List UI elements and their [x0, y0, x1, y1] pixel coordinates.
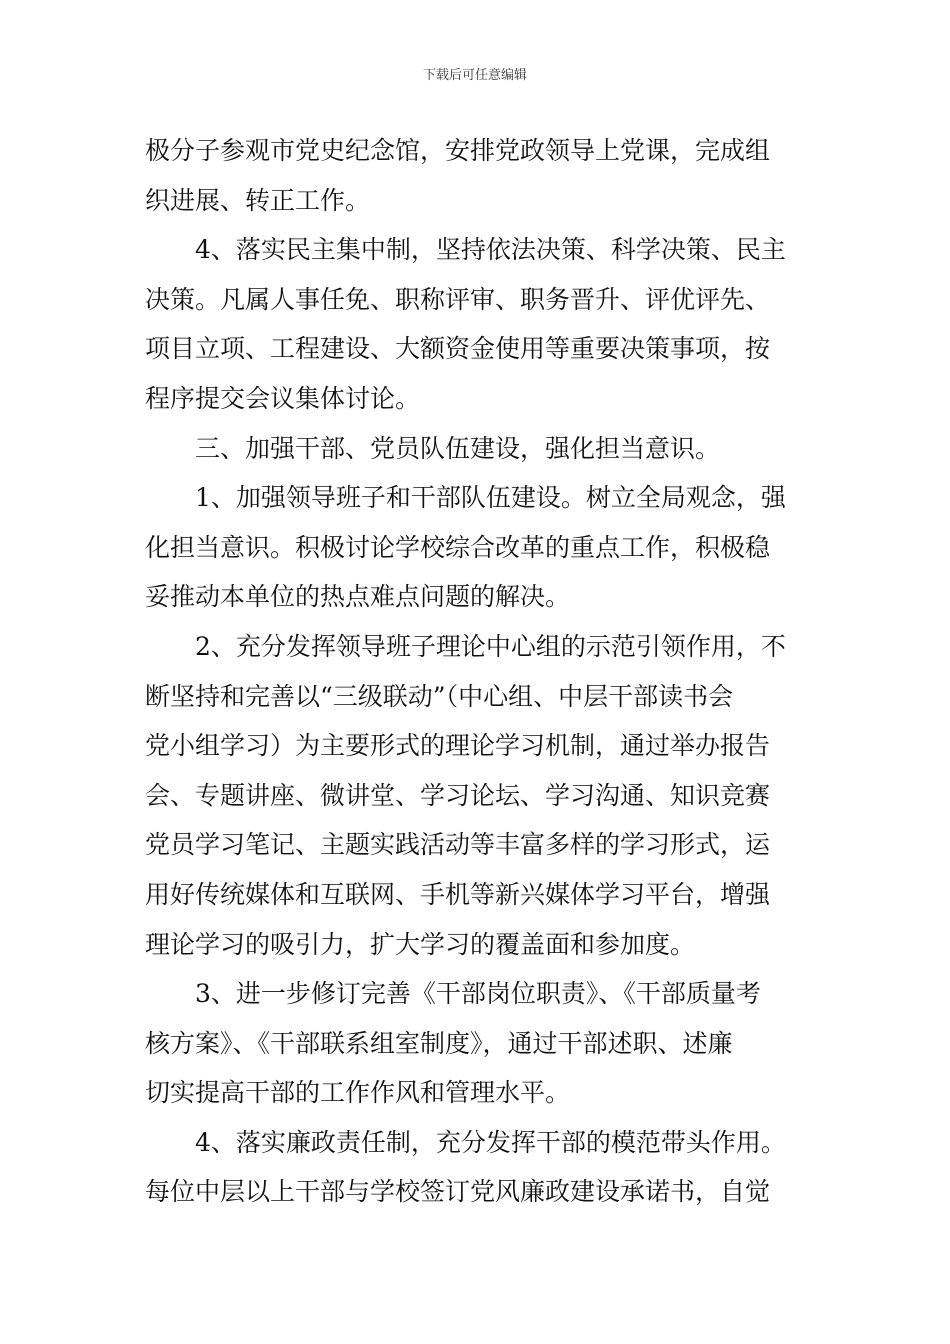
text-line: 1、加强领导班子和干部队伍建设。树立全局观念，强	[195, 483, 786, 513]
text-line: 4、落实廉政责任制，充分发挥干部的模范带头作用。	[195, 1127, 786, 1157]
text-line: 4、落实民主集中制，坚持依法决策、科学决策、民主	[195, 235, 786, 265]
text-line: 切实提高干部的工作作风和管理水平。	[145, 1078, 571, 1108]
text-line: 2、充分发挥领导班子理论中心组的示范引领作用，不	[195, 631, 786, 661]
text-line: 党员学习笔记、主题实践活动等丰富多样的学习形式，运	[145, 830, 771, 860]
text-line: 项目立项、工程建设、大额资金使用等重要决策事项，按	[145, 334, 771, 364]
text-line: 妥推动本单位的热点难点问题的解决。	[145, 582, 571, 612]
text-line: 断坚持和完善以“三级联动”（中心组、中层干部读书会	[145, 681, 734, 711]
text-line: 理论学习的吸引力，扩大学习的覆盖面和参加度。	[145, 929, 696, 959]
text-line: 核方案》、《干部联系组室制度》，通过干部述职、述廉	[145, 1028, 733, 1058]
text-line: 党小组学习）为主要形式的理论学习机制，通过举办报告	[145, 731, 771, 761]
text-line: 织进展、转正工作。	[145, 185, 371, 215]
text-line: 程序提交会议集体讨论。	[145, 383, 421, 413]
text-line: 化担当意识。积极讨论学校综合改革的重点工作，积极稳	[145, 532, 771, 562]
text-line: 3、进一步修订完善《干部岗位职责》、《干部质量考	[195, 979, 761, 1009]
text-line: 极分子参观市党史纪念馆，安排党政领导上党课，完成组	[145, 136, 771, 165]
document-body	[145, 126, 813, 1217]
text-line: 决策。凡属人事任免、职称评审、职务晋升、评优评先、	[145, 284, 771, 314]
text-line: 每位中层以上干部与学校签订党风廉政建设承诺书，自觉	[145, 1177, 771, 1207]
section-heading: 三、加强干部、党员队伍建设，强化担当意识。	[195, 433, 721, 463]
text-line: 会、专题讲座、微讲堂、学习论坛、学习沟通、知识竞赛	[145, 780, 771, 810]
page-header-note: 下载后可任意编辑	[422, 68, 527, 83]
text-line: 用好传统媒体和互联网、手机等新兴媒体学习平台，增强	[145, 879, 771, 909]
